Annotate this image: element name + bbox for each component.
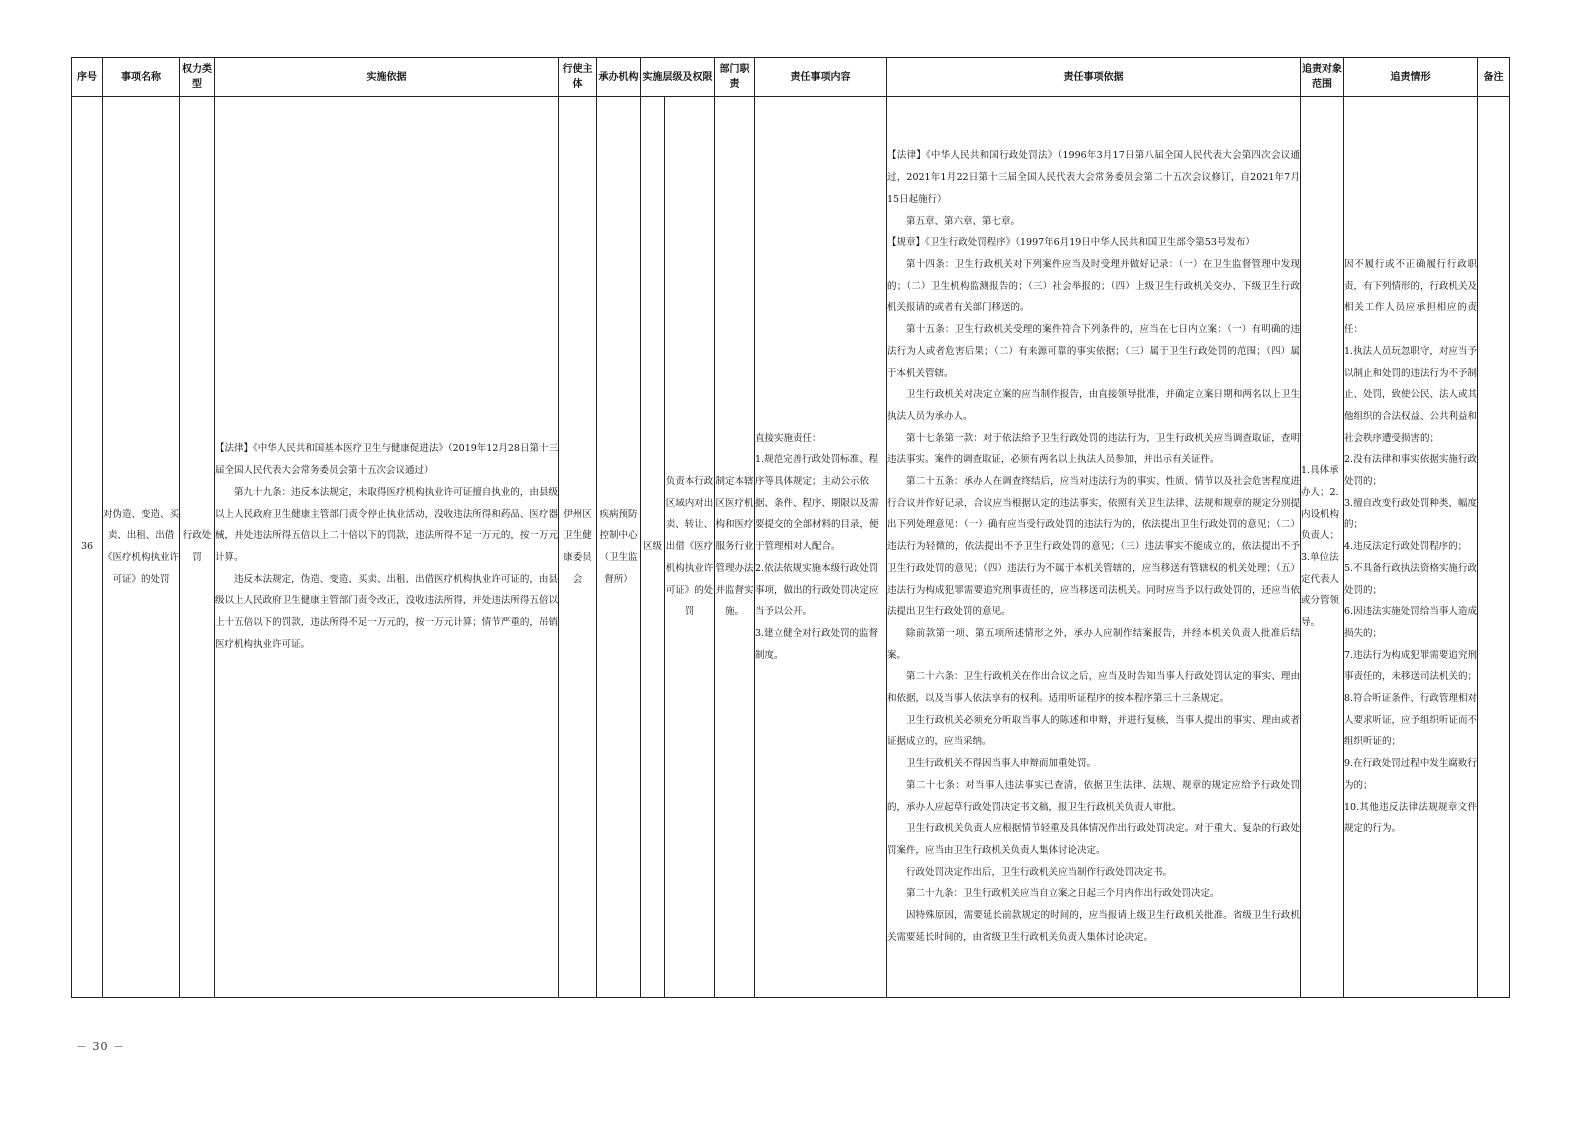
header-situations: 追责情形 [1344, 58, 1478, 97]
header-duty: 部门职责 [715, 58, 755, 97]
basis-para: 第九十九条：违反本法规定，未取得医疗机构执业许可证擅自执业的，由县级以上人民政府卫生健康主管部门责令停止执业活动，没收违法所得和药品、医疗器械，并处违法所得五倍以上二十倍以下的罚款，违法所得不足一万元的，按一万元计算。 [215, 486, 558, 563]
resp-basis-para: 卫生行政机关必须充分听取当事人的陈述和申辩，并进行复核，当事人提出的事实、理由或者证据成立的，应当采纳。 [887, 714, 1300, 748]
accountable-cell: 1.具体承办人；2.内设机构负责人；3.单位法定代表人或分管领导。 [1301, 97, 1344, 998]
situation-line: 10.其他违反法律法规规章文件规定的行为。 [1344, 801, 1477, 835]
situation-line: 1.执法人员玩忽职守，对应当予以制止和处罚的违法行为不予制止、处罚，致使公民、法人或其他组织的合法权益、公共利益和社会秩序遭受损害的； [1344, 345, 1478, 444]
situations-cell [1344, 97, 1478, 998]
resp-basis-para: 卫生行政机关负责人应根据情节轻重及具体情况作出行政处罚决定。对于重大、复杂的行政处罚案件，应当由卫生行政机关负责人集体讨论决定。 [887, 823, 1300, 856]
header-row [72, 58, 1510, 97]
content-line: 1.规范完善行政处罚标准、程序等具体规定；主动公示依据、条件、程序、期限以及需要提交的全部材料的目录，便于管理相对人配合。 [755, 454, 879, 553]
resp-basis-para: 卫生行政机关不得因当事人申辩而加重处罚。 [906, 758, 1097, 770]
situation-line: 8.符合听证条件、行政管理相对人要求听证，应予组织听证而不组织听证的； [1344, 693, 1478, 748]
header-power-type: 权力类型 [180, 58, 215, 97]
situation-line: 4.违反法定行政处罚程序的； [1344, 541, 1468, 553]
situation-line: 7.违法行为构成犯罪需要追究刑事责任的，未移送司法机关的； [1344, 649, 1478, 683]
basis-para: 【法律】《中华人民共和国基本医疗卫生与健康促进法》（2019年12月28日第十三届全国人民代表大会常务委员会第十五次会议通过） [215, 443, 558, 477]
seq-cell: 36 [72, 97, 103, 998]
resp-basis-para: 第二十六条：卫生行政机关在作出合议之后，应当及时告知当事人行政处罚认定的事实、理由和依据，以及当事人依法享有的权利。适用听证程序的按本程序第三十三条规定。 [887, 671, 1300, 705]
header-seq: 序号 [72, 58, 103, 97]
resp-basis-para: 【规章】《卫生行政处罚程序》（1997年6月19日中华人民共和国卫生部令第53号发布） [887, 237, 1255, 249]
resp-basis-para: 除前款第一项、第五项所述情形之外，承办人应制作结案报告，并经本机关负责人批准后结案。 [887, 627, 1300, 661]
header-subject: 行使主体 [559, 58, 597, 97]
header-agency: 承办机构 [597, 58, 641, 97]
content-line: 直接实施责任： [755, 432, 822, 444]
agency-cell: 疾病预防控制中心（卫生监督所） [597, 97, 641, 998]
remark-cell [1478, 97, 1510, 998]
basis-cell [215, 97, 559, 998]
resp-basis-para: 第二十五条：承办人在调查终结后，应当对违法行为的事实、性质、情节以及社会危害程度进行合议并作好记录，合议应当根据认定的违法事实，依照有关卫生法律、法规和规章的规定分别提出下列处理意见：（一）确有应当受行政处罚的违法行为的，依法提出卫生行政处罚的意见；（二）违法行为轻微的，依法提出不予卫生行政处罚的意见；（三）违法事实不能成立的，依法提出不予卫生行政处罚的意见；（四）违法行为不属于本机关管辖的，应当移送有管辖权的机关处理；（五）违法行为构成犯罪需要追究刑事责任的，应当移送司法机关。同时应当予以行政处罚的，还应当依法提出卫生行政处罚的意见。 [887, 476, 1300, 618]
power-type-cell: 行政处罚 [180, 97, 215, 998]
basis-para: 违反本法规定，伪造、变造、买卖、出租、出借医疗机构执业许可证的，由县级以上人民政府卫生健康主管部门责令改正，没收违法所得，并处违法所得五倍以上十五倍以下的罚款，违法所得不足一万元的，按一万元计算；情节严重的，吊销医疗机构执业许可证。 [215, 573, 558, 650]
header-remark: 备注 [1478, 58, 1510, 97]
content-line: 2.依法依规实施本级行政处罚事项，做出的行政处罚决定应当予以公开。 [755, 562, 879, 618]
resp-basis-para: 卫生行政机关对决定立案的应当制作报告，由直接领导批准，并确定立案日期和两名以上卫生执法人员为承办人。 [887, 389, 1300, 422]
header-accountable: 追责对象范围 [1301, 58, 1344, 97]
resp-basis-para: 第十五条：卫生行政机关受理的案件符合下列条件的，应当在七日内立案：（一）有明确的违法行为人或者危害后果；（二）有来源可靠的事实依据；（三）属于卫生行政处罚的范围；（四）属于本机关管辖。 [887, 324, 1300, 379]
page-number: － 30 － [76, 1040, 125, 1053]
responsibility-table [71, 57, 1510, 998]
resp-basis-para: 第十四条：卫生行政机关对下列案件应当及时受理并做好记录：（一）在卫生监督管理中发现的；（二）卫生机构监测报告的；（三）社会举报的；（四）上级卫生行政机关交办、下级卫生行政机关报请的或者有关部门移送的。 [887, 259, 1300, 314]
item-name-cell: 对伪造、变造、买卖、出租、出借《医疗机构执业许可证》的处罚 [103, 97, 180, 998]
situation-line: 因不履行或不正确履行行政职责，有下列情形的，行政机关及相关工作人员应承担相应的责任： [1344, 259, 1478, 336]
header-content: 责任事项内容 [755, 58, 887, 97]
resp-basis-para: 第十七条第一款：对于依法给予卫生行政处罚的违法行为，卫生行政机关应当调查取证，查明违法事实。案件的调查取证，必须有两名以上执法人员参加，并出示有关证件。 [887, 432, 1300, 466]
header-level: 实施层级及权限 [641, 58, 715, 97]
resp-basis-cell [887, 97, 1301, 998]
duty-cell: 制定本辖区医疗机构和医疗服务行业管理办法并监督实施。 [715, 97, 755, 998]
resp-basis-para: 因特殊原因，需要延长前款规定的时间的，应当报请上级卫生行政机关批准。省级卫生行政机关需要延长时间的，由省级卫生行政机关负责人集体讨论决定。 [887, 910, 1300, 943]
header-resp-basis: 责任事项依据 [887, 58, 1301, 97]
situation-line: 2.没有法律和事实依据实施行政处罚的； [1344, 454, 1477, 488]
subject-cell: 伊州区卫生健康委员会 [559, 97, 597, 998]
resp-basis-para: 第二十七条：对当事人违法事实已查清，依据卫生法律、法规、规章的规定应给予行政处罚的，承办人应起草行政处罚决定书文稿，报卫生行政机关负责人审批。 [887, 779, 1300, 813]
content-line: 3.建立健全对行政处罚的监督制度。 [755, 627, 879, 661]
level-cell: 区级 [641, 97, 665, 998]
situation-line: 5.不具备行政执法资格实施行政处罚的； [1344, 562, 1477, 596]
table-row [72, 97, 1510, 998]
authority-cell: 负责本行政区域内对出卖、转让、出借《医疗机构执业许可证》的处罚 [665, 97, 715, 998]
situation-line: 3.擅自改变行政处罚种类、幅度的； [1344, 497, 1477, 531]
header-basis: 实施依据 [215, 58, 559, 97]
resp-basis-para: 行政处罚决定作出后，卫生行政机关应当制作行政处罚决定书。 [906, 866, 1173, 878]
resp-basis-para: 【法律】《中华人民共和国行政处罚法》（1996年3月17日第八届全国人民代表大会第四次会议通过，2021年1月22日第十三届全国人民代表大会常务委员会第二十五次会议修订，自2021年7月15日起施行） [887, 150, 1300, 205]
resp-basis-para: 第二十九条：卫生行政机关应当自立案之日起三个月内作出行政处罚决定。 [906, 888, 1220, 900]
resp-basis-para: 第五章、第六章、第七章。 [906, 215, 1021, 227]
situation-line: 9.在行政处罚过程中发生腐败行为的； [1344, 758, 1477, 791]
content-cell [755, 97, 887, 998]
header-item-name: 事项名称 [103, 58, 180, 97]
situation-line: 6.因违法实施处罚给当事人造成损失的； [1344, 606, 1477, 639]
